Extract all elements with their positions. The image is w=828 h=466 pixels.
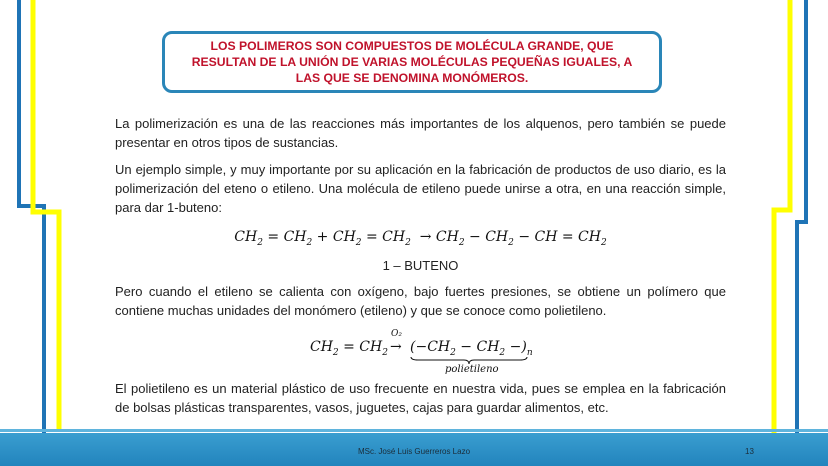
footer-author: MSc. José Luis Guerreros Lazo <box>357 447 471 456</box>
page-number: 13 <box>745 447 754 456</box>
equation-caption: 1 – BUTENO <box>382 258 459 273</box>
definition-callout <box>162 31 662 93</box>
paragraph-polymer: Pero cuando el etileno se calienta con oxígeno, bajo fuertes presiones, se obtiene un polímero que contiene muchas unidades del monómero (etileno) y que se conoce como polietileno. <box>115 284 726 318</box>
polyethylene-label: polietileno <box>445 364 499 375</box>
footer-divider <box>0 429 828 432</box>
right-lines-graphic <box>760 0 828 466</box>
paragraph-intro: La polimerización es una de las reacciones más importantes de los alquenos, pero también se puede presentar en otros tipos de sustancias. <box>115 116 726 150</box>
left-decoration <box>0 0 70 466</box>
catalyst-label: O₂ <box>391 329 402 339</box>
paragraph-example: Un ejemplo simple, y muy importante por su aplicación en la fabricación de productos de uso diario, es la polimerización del eteno o etileno. Una molécula de etileno puede unirse a otra, en una reacción simple, para dar 1-buteno: <box>115 162 726 215</box>
equation-polyethylene: $CH_2 = CH_2$ O₂ → $(-CH_2 - CH_2 -)_n$ polietileno <box>310 329 533 375</box>
left-lines-graphic <box>0 0 70 466</box>
callout-text: LOS POLIMEROS SON COMPUESTOS DE MOLÉCULA GRANDE, QUE RESULTAN DE LA UNIÓN DE VARIAS MOLÉCULAS PEQUEÑAS IGUALES, A LAS QUE SE DENOMINA MONÓMEROS. <box>191 39 633 85</box>
equation-butene: $CH_2 = CH_2 + CH_2 = CH_2 \to CH_2 - CH_2$ − CH = $CH_2$ <box>234 229 607 248</box>
paragraph-uses: El polietileno es un material plástico de uso frecuente en nuestra vida, pues se emplea en la fabricación de bolsas plásticas transparentes, vasos, juguetes, cajas para guardar alimentos, etc. <box>115 381 726 415</box>
right-decoration <box>760 0 828 466</box>
